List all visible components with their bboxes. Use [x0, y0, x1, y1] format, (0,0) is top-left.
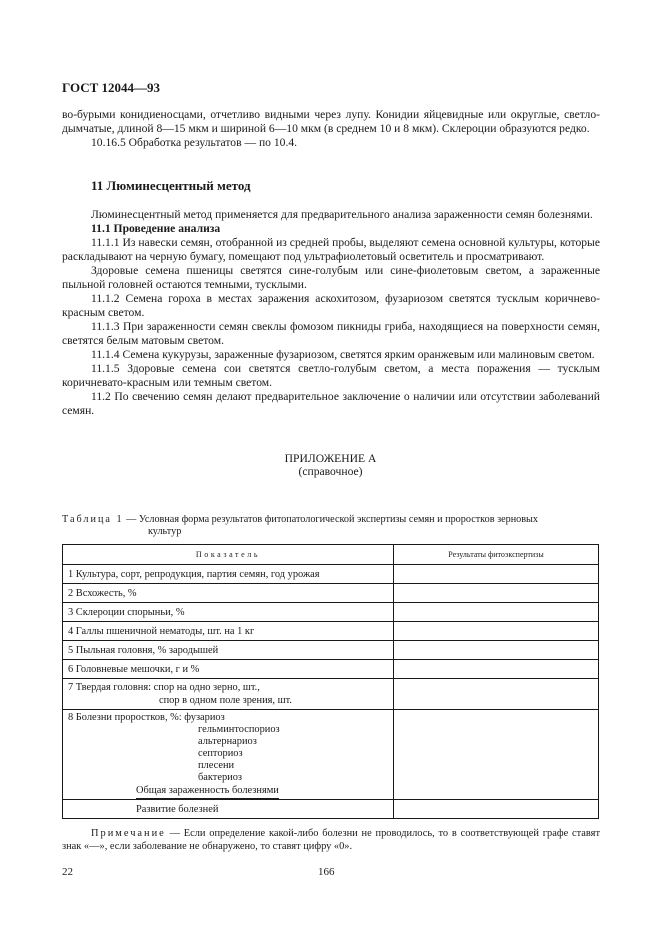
row-value-cell — [394, 710, 599, 800]
table-row — [63, 584, 599, 603]
row-label: 6 Головневые мешочки, г и % — [63, 660, 394, 679]
disease-item: бактериоз — [198, 772, 243, 783]
table-row — [63, 800, 599, 819]
table-caption — [62, 514, 602, 538]
header-results: Результаты фитоэкспертизы — [394, 545, 599, 565]
paragraph-11-2: 11.2 По свечению семян делают предварительное заключение о наличии или отсутствии заболеваний семян. — [62, 390, 600, 417]
section-11-body — [62, 208, 600, 418]
disease-item: септориоз — [198, 748, 243, 759]
paragraph-wheat: Здоровые семена пшеницы светятся сине-голубым или сине-фиолетовым светом, а зараженные пыльной головней остаются темными, тусклыми. — [62, 264, 600, 291]
page-number-center: 166 — [318, 866, 335, 878]
paragraph-11-1-2: 11.1.2 Семена гороха в местах заражения аскохитозом, фузариозом светятся тусклым коричнево-красным светом. — [62, 292, 600, 319]
table-row — [63, 603, 599, 622]
section-11-title: 11 Люминесцентный метод — [91, 178, 251, 193]
row-label: 5 Пыльная головня, % зародышей — [63, 641, 394, 660]
disease-item: плесени — [198, 760, 235, 771]
document-header: ГОСТ 12044—93 — [62, 80, 161, 95]
note-label: Примечание — [91, 828, 166, 839]
row-value-cell — [394, 565, 599, 584]
total-infection-label: Общая зараженность болезнями — [136, 784, 279, 799]
paragraph-11-1-3: 11.1.3 При зараженности семян свеклы фомозом пикниды гриба, находящиеся на поверхности семян, светятся белым матовым светом. — [62, 320, 600, 347]
disease-item: гельминтоспориоз — [198, 724, 280, 735]
row-value-cell — [394, 584, 599, 603]
row-value-cell — [394, 800, 599, 819]
row-label: 1 Культура, сорт, репродукция, партия семян, год урожая — [63, 565, 394, 584]
section-11-intro: Люминесцентный метод применяется для предварительного анализа зараженности семян болезнями. — [91, 208, 593, 221]
table-caption-text: — Условная форма результатов фитопатологической экспертизы семян и проростков зерновых — [123, 514, 538, 525]
row-value-cell — [394, 641, 599, 660]
paragraph-10-16-5: 10.16.5 Обработка результатов — по 10.4. — [91, 136, 298, 149]
row-label: 4 Галлы пшеничной нематоды, шт. на 1 кг — [63, 622, 394, 641]
section-11-1-title: 11.1 Проведение анализа — [91, 222, 221, 235]
table-row — [63, 679, 599, 710]
appendix-heading — [0, 452, 661, 478]
row7-line1: 7 Твердая головня: спор на одно зерно, шт., — [68, 682, 260, 693]
table-note — [62, 827, 600, 853]
table-row — [63, 565, 599, 584]
row8-label — [63, 710, 394, 800]
row-value-cell — [394, 660, 599, 679]
row-label: 2 Всхожесть, % — [63, 584, 394, 603]
results-table — [62, 544, 599, 819]
row-label: 3 Склероции спорыньи, % — [63, 603, 394, 622]
table-header-row — [63, 545, 599, 565]
row-label — [63, 679, 394, 710]
row-value-cell — [394, 679, 599, 710]
table-caption-text-2: культур — [148, 526, 182, 537]
table-row — [63, 641, 599, 660]
table-row — [63, 622, 599, 641]
top-text-block — [62, 108, 600, 150]
header-indicator: Показатель — [63, 545, 394, 565]
table-caption-label: Таблица 1 — [62, 514, 124, 525]
row7-line2: спор в одном поле зрения, шт. — [159, 695, 292, 706]
note-text: — Если определение какой-либо болезни не проводилось, то в соответствующей графе ставят знак «—», если заболевание не обнаружено, то ставят цифру «0». — [62, 828, 600, 852]
paragraph-11-1-4: 11.1.4 Семена кукурузы, зараженные фузариозом, светятся ярким оранжевым или малиновым светом. — [91, 348, 595, 361]
row-value-cell — [394, 622, 599, 641]
disease-item: альтернариоз — [198, 736, 257, 747]
paragraph-continued: во-бурыми конидиеносцами, отчетливо видными через лупу. Конидии яйцевидные или округлые, светло-дымчатые, длиной 8—15 мкм и шириной 6—10 мкм (в среднем 10 и 8 мкм). Склероции образуются редко. — [62, 108, 600, 135]
paragraph-11-1-5: 11.1.5 Здоровые семена сои светятся светло-голубым светом, а места поражения — тусклым коричневато-красным или темным светом. — [62, 362, 600, 389]
table-row — [63, 660, 599, 679]
appendix-title: ПРИЛОЖЕНИЕ А — [284, 452, 377, 465]
paragraph-11-1-1: 11.1.1 Из навески семян, отобранной из средней пробы, выделяют семена основной культуры, которые раскладывают на черную бумагу, помещают под ультрафиолетовый осветитель и просматривают. — [62, 236, 600, 263]
row-value-cell — [394, 603, 599, 622]
appendix-subtitle: (справочное) — [298, 465, 363, 478]
table-row — [63, 710, 599, 800]
page-number-left: 22 — [62, 866, 73, 878]
row8-title: 8 Болезни проростков, %: фузариоз — [68, 712, 225, 723]
row9-label: Развитие болезней — [63, 800, 394, 819]
